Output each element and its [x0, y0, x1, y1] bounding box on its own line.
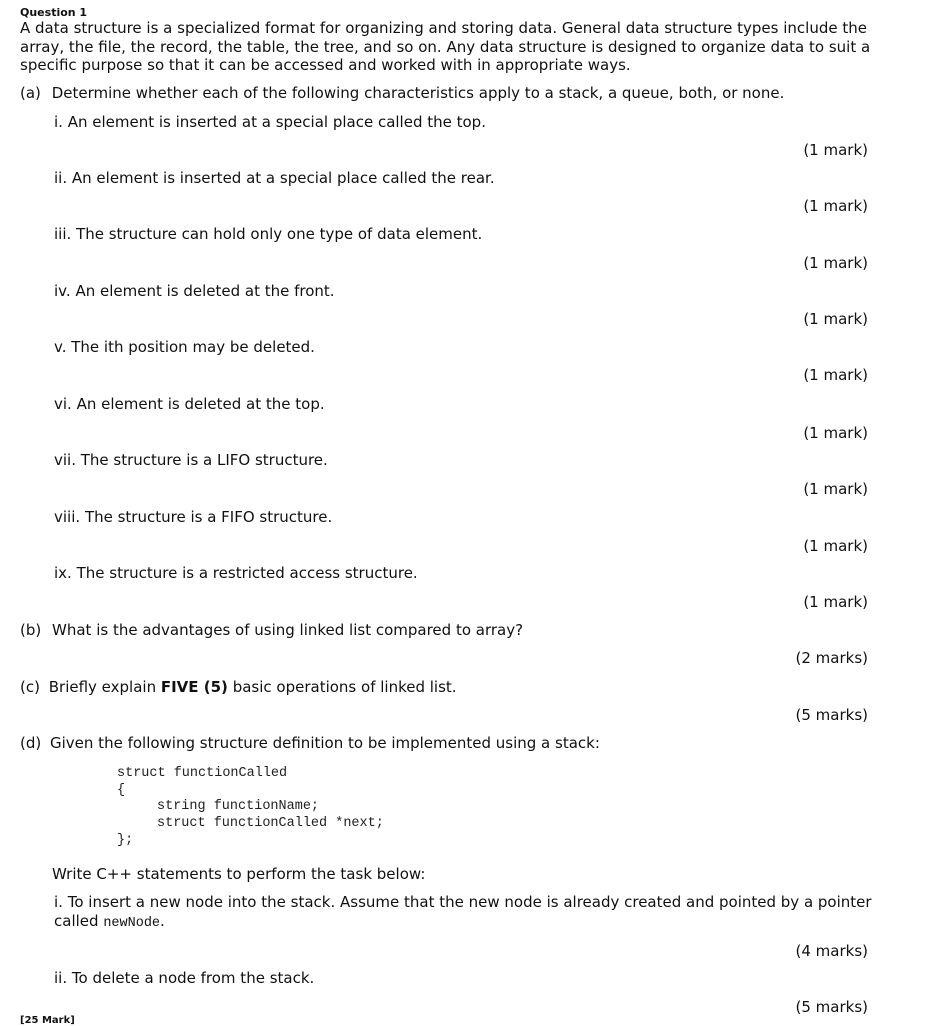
part-d-item-i-marks: (4 marks) [795, 942, 868, 960]
part-a-item [54, 225, 482, 243]
code-line: }; [117, 833, 134, 848]
item-marks: (1 mark) [803, 593, 868, 611]
part-a-label: (a) [20, 84, 41, 102]
item-text: To delete a node from the stack. [71, 969, 315, 987]
part-c-text-end: basic operations of linked list. [232, 678, 457, 696]
item-number: ix. [54, 564, 72, 582]
question-title: Question 1 [20, 6, 88, 19]
item-text: The structure is a FIFO structure. [84, 508, 333, 526]
item-marks: (1 mark) [803, 537, 868, 555]
part-d-instruction: Write C++ statements to perform the task below: [52, 865, 426, 883]
part-a-item [54, 338, 315, 356]
item-number: ii. [54, 169, 68, 187]
part-a-prompt [20, 84, 784, 102]
part-a-item [54, 395, 325, 413]
item-text: The structure is a restricted access structure. [76, 564, 418, 582]
item-number: iv. [54, 282, 71, 300]
inline-code: newNode [103, 915, 161, 931]
item-text: An element is inserted at a special place called the top. [67, 113, 486, 131]
item-marks: (1 mark) [803, 480, 868, 498]
part-c-label: (c) [20, 678, 40, 696]
item-text-end: . [160, 911, 165, 930]
item-marks: (1 mark) [803, 197, 868, 215]
part-d-item-i [54, 893, 880, 933]
item-text: The structure is a LIFO structure. [80, 451, 328, 469]
part-b-text: What is the advantages of using linked list compared to array? [52, 621, 524, 639]
part-a-text: Determine whether each of the following characteristics apply to a stack, a queue, both, or none. [51, 84, 785, 102]
item-number: i. [54, 893, 63, 911]
part-d-prompt [20, 734, 600, 752]
code-line: string functionName; [157, 799, 320, 814]
part-a-item [54, 282, 335, 300]
total-marks-footer: [25 Mark] [20, 1015, 75, 1026]
item-marks: (1 mark) [803, 254, 868, 272]
item-number: i. [54, 113, 63, 131]
part-d-label: (d) [20, 734, 42, 752]
part-d-item-ii [54, 969, 314, 987]
part-c-emphasis: FIVE (5) [160, 678, 228, 696]
item-text: An element is inserted at a special place called the rear. [71, 169, 495, 187]
item-text: An element is deleted at the front. [75, 282, 335, 300]
item-text: An element is deleted at the top. [76, 395, 325, 413]
part-d-text: Given the following structure definition to be implemented using a stack: [50, 734, 600, 752]
part-c-text: Briefly explain [48, 678, 157, 696]
part-c-marks: (5 marks) [795, 706, 868, 724]
part-a-item [54, 564, 418, 582]
part-b-label: (b) [20, 621, 42, 639]
part-b-marks: (2 marks) [795, 649, 868, 667]
part-a-item [54, 451, 328, 469]
item-marks: (1 mark) [803, 141, 868, 159]
code-line: struct functionCalled [117, 766, 288, 781]
part-c-prompt [20, 678, 457, 696]
code-line: { [117, 783, 126, 798]
code-line: struct functionCalled *next; [157, 816, 384, 831]
item-marks: (1 mark) [803, 366, 868, 384]
part-a-item [54, 169, 495, 187]
item-number: v. [54, 338, 67, 356]
item-text: The ith position may be deleted. [71, 338, 315, 356]
part-b-prompt [20, 621, 523, 639]
item-marks: (1 mark) [803, 424, 868, 442]
item-text: The structure can hold only one type of data element. [76, 225, 483, 243]
part-a-item [54, 508, 332, 526]
part-a-item [54, 113, 486, 131]
item-text: To insert a new node into the stack. Assume that the new node is already created and pointed by a pointer called [54, 893, 872, 930]
item-marks: (1 mark) [803, 310, 868, 328]
item-number: vi. [54, 395, 72, 413]
part-d-item-ii-marks: (5 marks) [795, 998, 868, 1016]
item-number: ii. [54, 969, 68, 987]
item-number: viii. [54, 508, 81, 526]
question-intro: A data structure is a specialized format for organizing and storing data. General data structure types include the array, the file, the record, the table, the tree, and so on. Any data structure is designed to organize data to suit a specific purpose so that it can be accessed and worked with in appropriate ways. [20, 19, 871, 74]
item-number: vii. [54, 451, 76, 469]
item-number: iii. [54, 225, 72, 243]
